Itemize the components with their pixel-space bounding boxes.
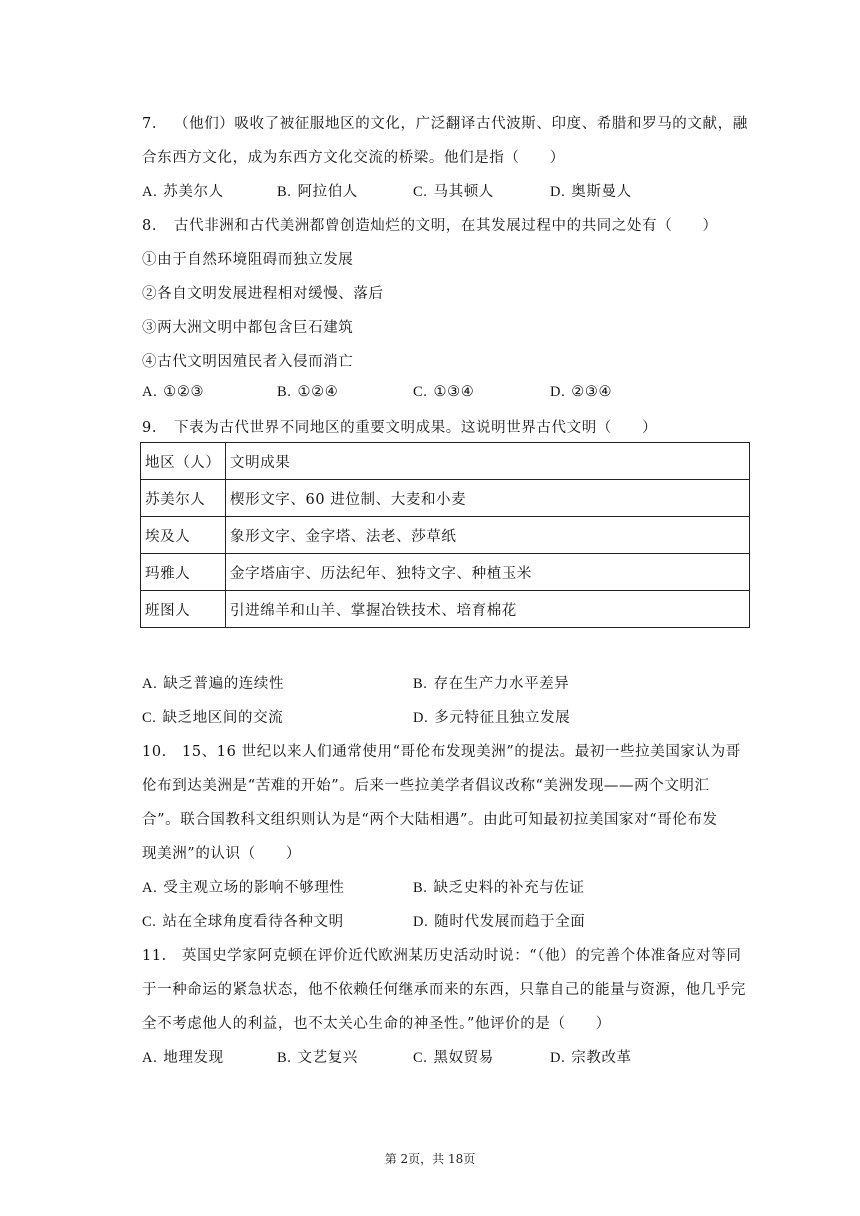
table-row <box>141 591 750 628</box>
q8-number: 8. <box>142 218 158 234</box>
q9-option-a[interactable]: A. 缺乏普遍的连续性 <box>142 676 285 692</box>
q8-option-b[interactable]: B. ①②④ <box>277 384 339 400</box>
q7-stem-line1: 7. （他们）吸收了被征服地区的文化，广泛翻译古代波斯、印度、希腊和罗马的文献，融 <box>142 116 748 132</box>
q10-stem-line3: 合”。联合国教科文组织则认为是“两个大陆相遇”。由此可知最初拉美国家对“哥伦布发 <box>142 812 718 828</box>
q7-number: 7. <box>142 116 158 132</box>
q8-option-a[interactable]: A. ①②③ <box>142 384 205 400</box>
q11-stem-line2: 于一种命运的紧急状态，他不依赖任何继承而来的东西，只靠自己的能量与资源，他几乎完 <box>142 982 746 998</box>
q11-option-b[interactable]: B. 文艺复兴 <box>277 1050 358 1066</box>
q8-item-4: ④古代文明因殖民者入侵而消亡 <box>142 354 354 370</box>
q7-option-a[interactable]: A. 苏美尔人 <box>142 184 224 200</box>
q8-item-1: ①由于自然环境阻碍而独立发展 <box>142 252 354 268</box>
q8-option-c[interactable]: C. ①③④ <box>413 384 475 400</box>
q11-option-d[interactable]: D. 宗教改革 <box>550 1050 632 1066</box>
table-cell: 班图人 <box>141 591 226 628</box>
table-header-row <box>141 443 750 480</box>
table-header-cell: 地区（人） <box>141 443 226 480</box>
q11-option-c[interactable]: C. 黑奴贸易 <box>413 1050 494 1066</box>
q10-stem-line4: 现美洲”的认识（ ） <box>142 846 302 862</box>
q10-stem-line2: 伦布到达美洲是“苦难的开始”。后来一些拉美学者倡议改称“美洲发现——两个文明汇 <box>142 778 710 794</box>
q11-stem-line3: 全不考虑他人的利益，也不太关心生命的神圣性。”他评价的是（ ） <box>142 1016 611 1032</box>
table-cell: 楔形文字、60 进位制、大麦和小麦 <box>226 480 750 517</box>
q9-option-d[interactable]: D. 多元特征且独立发展 <box>413 710 571 726</box>
q8-item-3: ③两大洲文明中都包含巨石建筑 <box>142 320 354 336</box>
table-header-cell: 文明成果 <box>226 443 750 480</box>
q10-number: 10. <box>142 744 167 760</box>
table-row <box>141 517 750 554</box>
q8-stem: 8. 古代非洲和古代美洲都曾创造灿烂的文明，在其发展过程中的共同之处有（ ） <box>142 218 718 234</box>
q9-number: 9. <box>142 420 158 436</box>
q7-option-b[interactable]: B. 阿拉伯人 <box>277 184 358 200</box>
table-cell: 玛雅人 <box>141 554 226 591</box>
table-row <box>141 554 750 591</box>
q8-option-d[interactable]: D. ②③④ <box>550 384 613 400</box>
table-cell: 象形文字、金字塔、法老、莎草纸 <box>226 517 750 554</box>
page-footer: 第 2页，共 18页 <box>384 1152 476 1166</box>
table-cell: 埃及人 <box>141 517 226 554</box>
q11-stem-line1: 11. 英国史学家阿克顿在评价近代欧洲某历史活动时说：“（他）的完善个体准备应对等同 <box>142 948 742 964</box>
q7-stem-line2: 合东西方文化，成为东西方文化交流的桥梁。他们是指（ ） <box>142 150 565 166</box>
table-cell: 金字塔庙宇、历法纪年、独特文字、种植玉米 <box>226 554 750 591</box>
q10-option-d[interactable]: D. 随时代发展而趋于全面 <box>413 914 586 930</box>
table-cell: 引进绵羊和山羊、掌握冶铁技术、培育棉花 <box>226 591 750 628</box>
q9-stem: 9. 下表为古代世界不同地区的重要文明成果。这说明世界古代文明（ ） <box>142 420 658 436</box>
q11-option-a[interactable]: A. 地理发现 <box>142 1050 224 1066</box>
q9-option-b[interactable]: B. 存在生产力水平差异 <box>413 676 570 692</box>
q9-option-c[interactable]: C. 缺乏地区间的交流 <box>142 710 284 726</box>
q10-option-c[interactable]: C. 站在全球角度看待各种文明 <box>142 914 344 930</box>
table-cell: 苏美尔人 <box>141 480 226 517</box>
q7-option-c[interactable]: C. 马其顿人 <box>413 184 494 200</box>
q10-stem-line1: 10. 15、16 世纪以来人们通常使用“哥伦布发现美洲”的提法。最初一些拉美国家认为哥 <box>142 744 741 760</box>
q10-option-a[interactable]: A. 受主观立场的影响不够理性 <box>142 880 345 896</box>
civilization-table <box>140 442 750 628</box>
q7-option-d[interactable]: D. 奥斯曼人 <box>550 184 632 200</box>
q8-item-2: ②各自文明发展进程相对缓慢、落后 <box>142 286 384 302</box>
table-row <box>141 480 750 517</box>
q11-number: 11. <box>142 948 167 964</box>
q10-option-b[interactable]: B. 缺乏史料的补充与佐证 <box>413 880 585 896</box>
